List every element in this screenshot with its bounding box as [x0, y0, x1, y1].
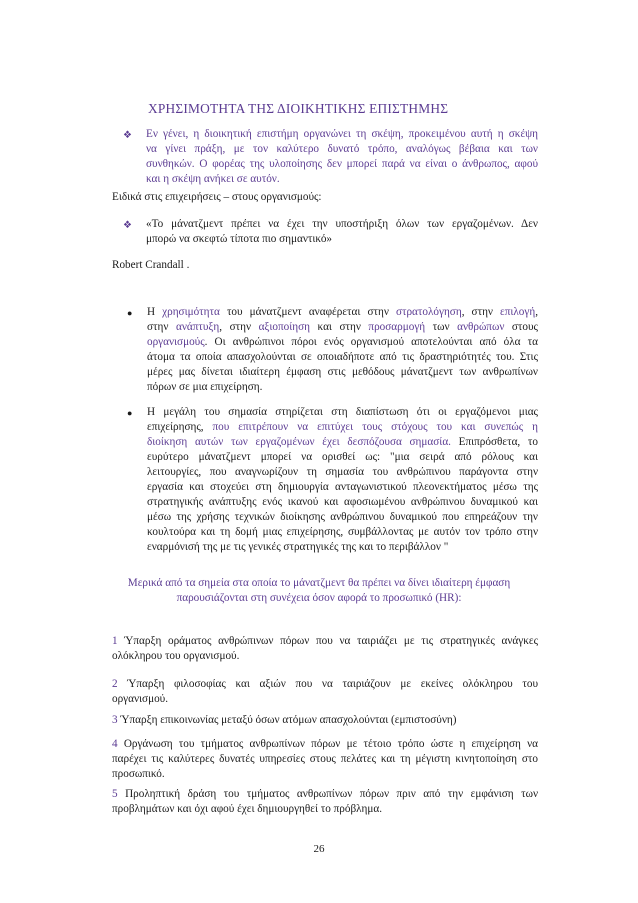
text-line: Η χρησιμότητα του μάνατζμεντ αναφέρεται στην στρατολόγηση, στην επιλογή,: [147, 306, 538, 318]
text-line: κουλτούρα και τη δομή μιας επιχείρησης, συμβάλλοντας με αυτόν τον τρόπο στην: [147, 526, 538, 538]
text-line: μέρες μας δίνεται ιδιαίτερη έμφαση στις μεθόδους μάνατζμεντ των ανθρωπίνων: [147, 366, 538, 378]
page-number: 26: [313, 843, 325, 855]
text-line: συνθηκών. Ο φορέας της υλοποίησης δεν μπορεί παρά να είναι ο άνθρωπος, αφού: [146, 158, 538, 170]
text-line: προσωπικό.: [112, 768, 165, 780]
point-4: [112, 737, 538, 782]
text-line: και η σκέψη ανήκει σε αυτόν.: [146, 173, 280, 185]
round-bullet-icon: ●: [127, 408, 133, 418]
text-line: 4 Οργάνωση του τμήματος ανθρωπίνων πόρων με τέτοιο τρόπο ώστε η επιχείρηση να: [112, 738, 539, 750]
text-line: λειτουργίες, που αναγνωρίζουν τη σημασία του ανθρώπινου παράγοντα στην: [147, 466, 538, 478]
quote-paragraph: [146, 217, 538, 247]
point-3: [112, 713, 538, 728]
round-bullet-icon: ●: [127, 308, 133, 318]
point-5: [112, 787, 538, 817]
text-line: παρουσιάζονται στη συνέχεια όσον αφορά το προσωπικό (HR):: [176, 592, 462, 604]
text-line: επιχείρησης, που επιτρέπουν να επιτύχει τους στόχους του και συνεπώς η: [147, 421, 538, 433]
text-line: άτομα τα οποία απασχολούνται σε οποιαδήποτε από τις δραστηριότητές του. Στις: [147, 351, 538, 363]
text-line: 1 Ύπαρξη οράματος ανθρώπινων πόρων που να ταιριάζει με τις στρατηγικές ανάγκες: [112, 635, 539, 647]
point-1: [112, 634, 538, 664]
quote-author: Robert Crandall .: [112, 259, 190, 271]
text-line: μπορώ να σκεφτώ τίποτα πιο σημαντικό»: [146, 233, 333, 245]
intro-paragraph: [146, 127, 538, 187]
text-line: προβλημάτων και όχι αφού έχει δημιουργηθεί το πρόβλημα.: [112, 803, 382, 815]
text-line: Εν γένει, η διοικητική επιστήμη οργανώνει τη σκέψη, προκειμένου αυτή η σκέψη: [146, 128, 538, 140]
text-line: εναρμόνισή της με τις γενικές στρατηγικές της και το περιβάλλον ": [147, 541, 449, 553]
text-line: 2 Ύπαρξη φιλοσοφίας και αξιών που να ταιριάζουν με εκείνες ολόκληρου του: [112, 678, 538, 690]
diamond-bullet-icon: ❖: [123, 220, 132, 231]
text-line: Μερικά από τα σημεία στα οποία το μάνατζμεντ θα πρέπει να δίνει ιδιαίτερη έμφαση: [127, 577, 511, 589]
hr-heading: [112, 576, 526, 606]
text-line: οργανισμούς. Οι ανθρώπινοι πόροι ενός οργανισμού αποτελούνται από όλα τα: [147, 336, 538, 348]
text-line: εργασία και στοχεύει στη δημιουργία ανταγωνιστικού πλεονεκτήματος μέσω της: [147, 481, 538, 493]
page-title: ΧΡΗΣΙΜΟΤΗΤΑ ΤΗΣ ΔΙΟΙΚΗΤΙΚΗΣ ΕΠΙΣΤΗΜΗΣ: [148, 101, 449, 116]
business-heading: Ειδικά στις επιχειρήσεις – στους οργανισμούς:: [112, 191, 322, 203]
text-line: παρέχει τις καλύτερες δυνατές υπηρεσίες στους πελάτες και τη μέγιστη κινητοποίηση στο: [112, 753, 538, 765]
text-line: πόρων σε μια επιχείρηση.: [147, 381, 263, 393]
diamond-bullet-icon: ❖: [123, 130, 132, 141]
text-line: διοίκηση αυτών των εργαζομένων έχει δεσπόζουσα σημασία. Επιπρόσθετα, το: [147, 436, 539, 448]
text-line: 3 Ύπαρξη επικοινωνίας μεταξύ όσων ατόμων απασχολούνται (εμπιστοσύνη): [112, 714, 457, 726]
text-line: στην ανάπτυξη, στην αξιοποίηση και στην προσαρμογή των ανθρώπων στους: [147, 321, 538, 333]
text-line: ευρύτερο μάνατζμεντ μπορεί να ορισθεί ως: "μια σειρά από ρόλους και: [147, 451, 538, 463]
point-2: [112, 677, 538, 707]
text-line: οργανισμού.: [112, 693, 169, 705]
bullet-paragraph-importance: [147, 405, 538, 555]
text-line: «Το μάνατζμεντ πρέπει να έχει την υποστήριξη όλων των εργαζομένων. Δεν: [146, 218, 538, 230]
text-line: στρατηγικής ανάπτυξης ενός ικανού και αφοσιωμένου ανθρώπινου δυναμικού και: [147, 496, 538, 508]
text-line: μέσω της χρήσης τεχνικών διοίκησης ανθρώπινου δυναμικού που επηρεάζουν την: [147, 511, 538, 523]
text-line: 5 Προληπτική δράση του τμήματος ανθρωπίνων πόρων πριν από την εμφάνιση των: [112, 788, 539, 800]
bullet-paragraph-usefulness: [147, 305, 538, 395]
text-line: Η μεγάλη του σημασία στηρίζεται στη διαπίστωση ότι οι εργαζόμενοι μιας: [147, 406, 538, 418]
text-line: ολόκληρου του οργανισμού.: [112, 650, 240, 662]
text-line: να γίνει πράξη, με τον καλύτερο δυνατό τρόπο, αναλόγως βέβαια και των: [146, 143, 538, 155]
